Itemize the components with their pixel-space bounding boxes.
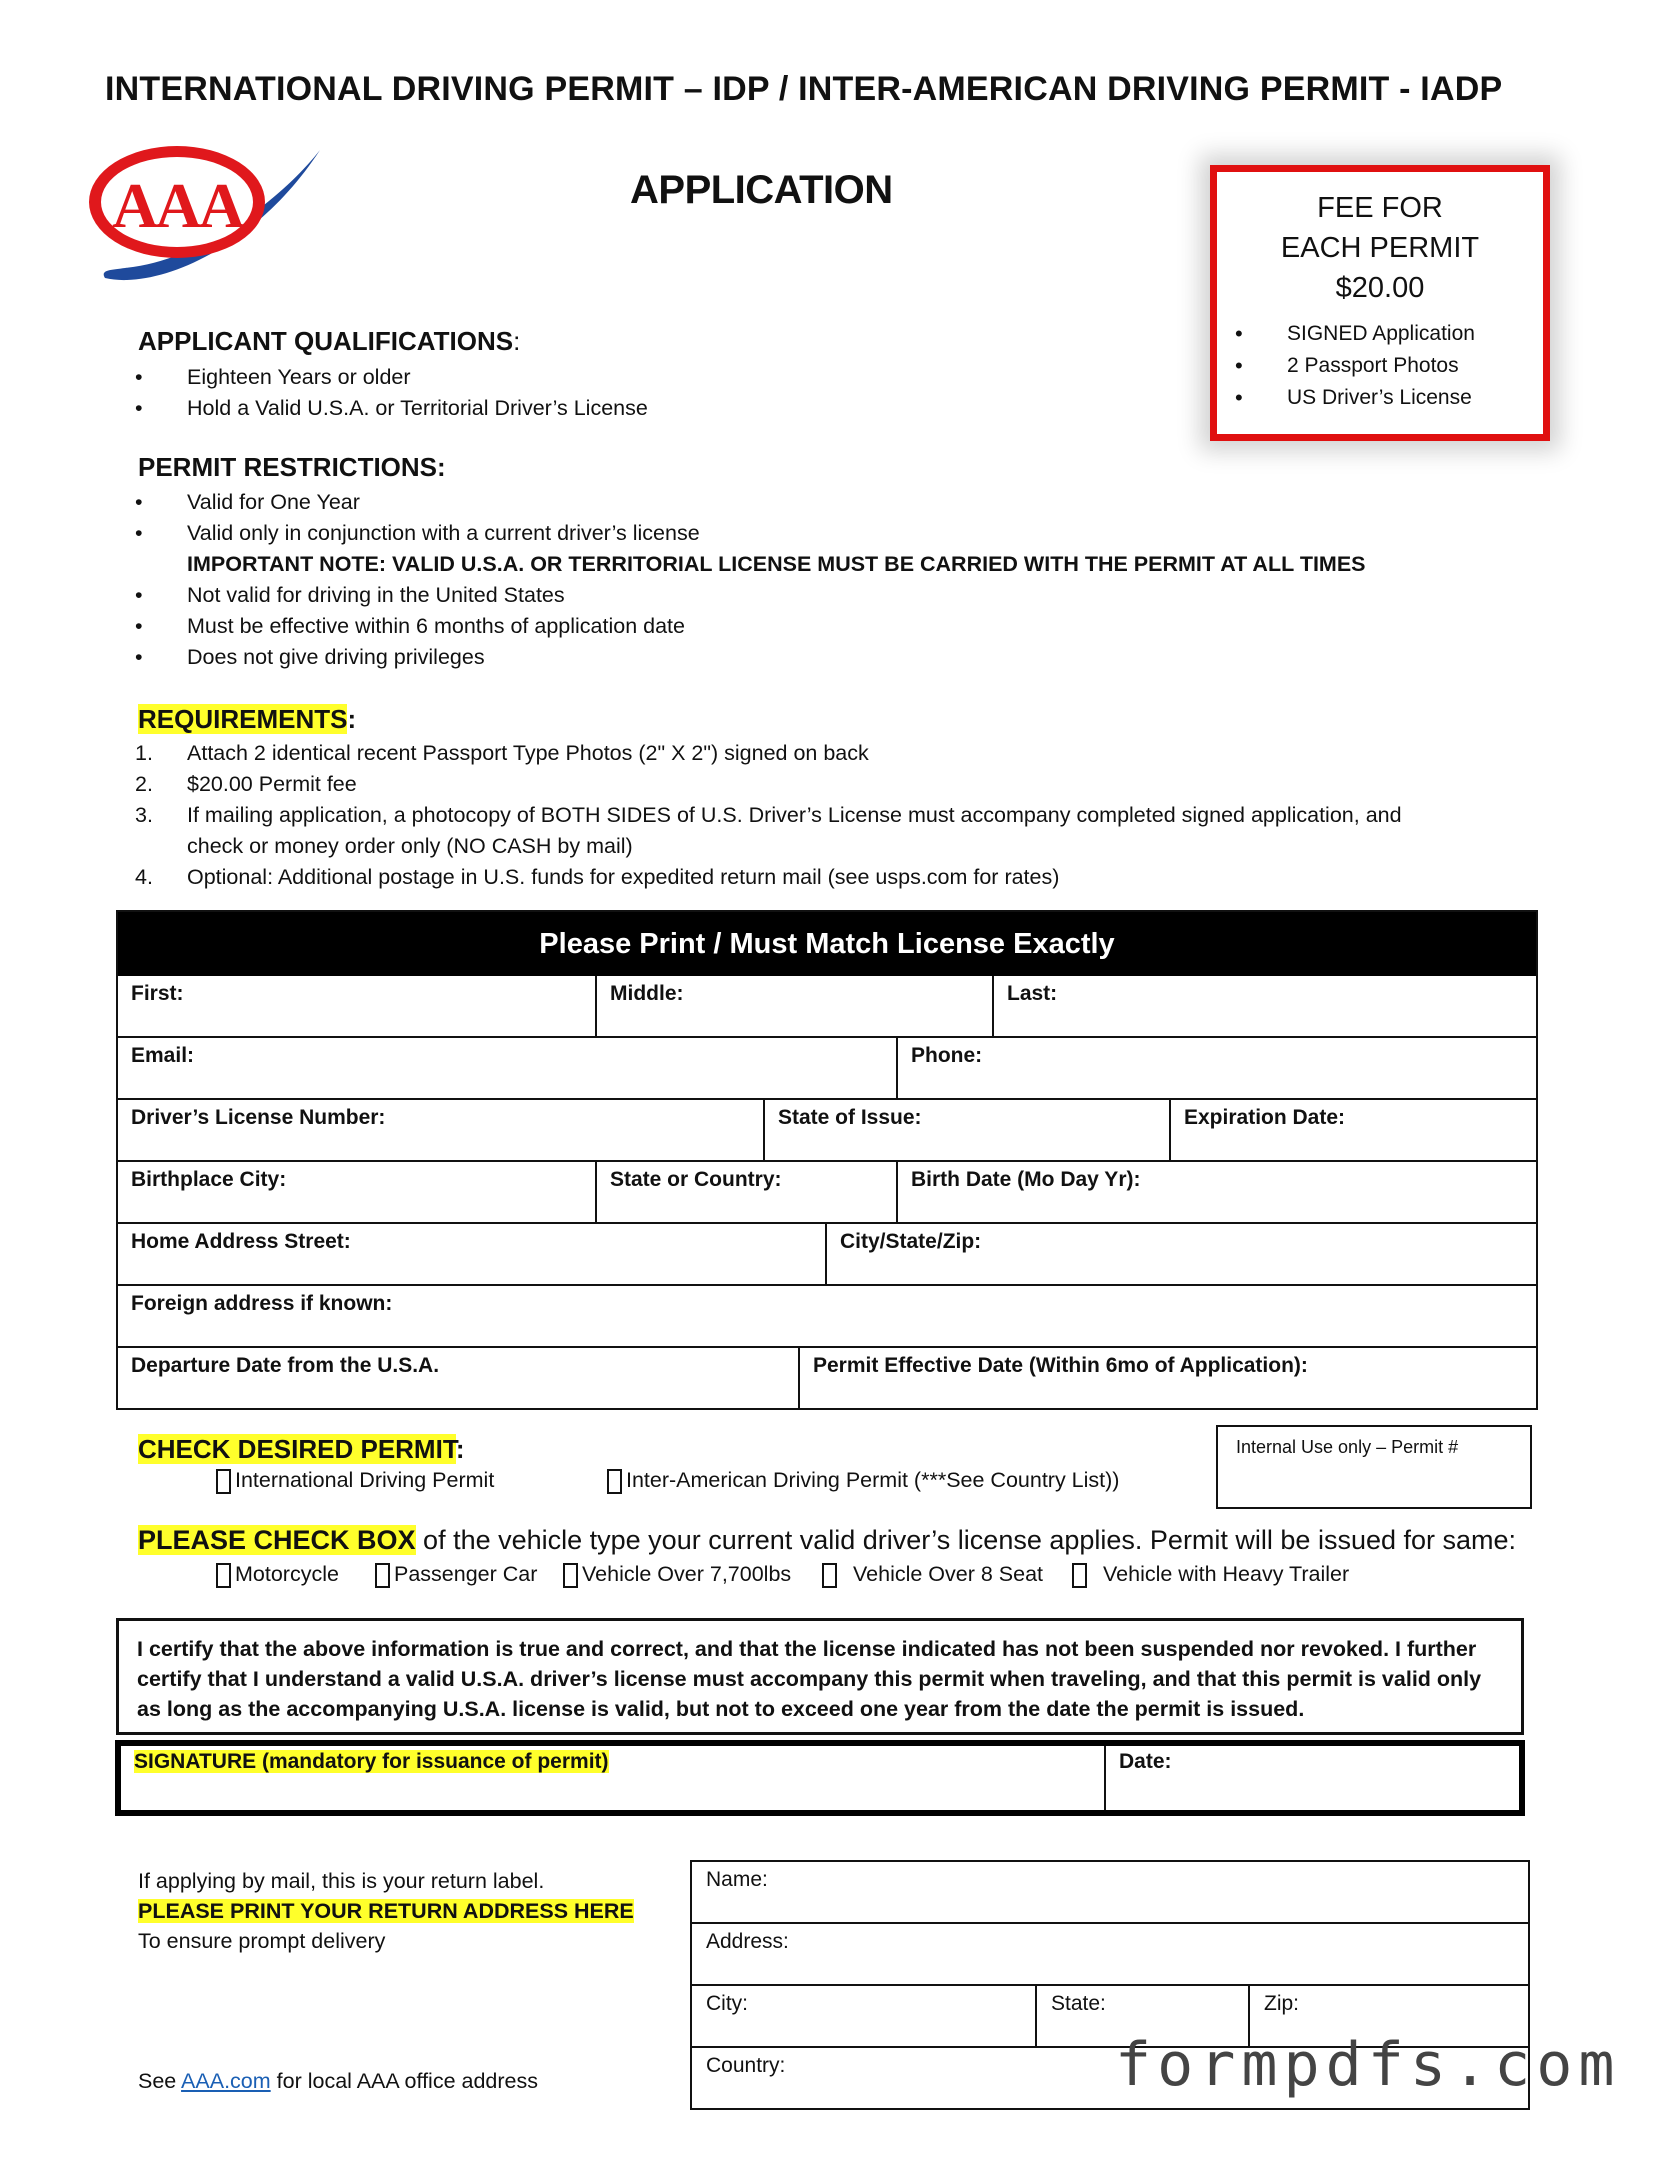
idp-option[interactable]: International Driving Permit (216, 1468, 494, 1494)
fee-amount: $20.00 (1335, 272, 1425, 304)
requirements-list (135, 738, 1402, 893)
vehicle-option-over-7700[interactable]: Vehicle Over 7,700lbs (563, 1562, 791, 1588)
aaa-link[interactable]: AAA.com (181, 2069, 271, 2093)
return-instruction-3: To ensure prompt delivery (138, 1929, 386, 1953)
fee-line-1: FEE FOR (1317, 192, 1443, 224)
return-state-field[interactable]: State: (1035, 1986, 1248, 2046)
signature-date-field[interactable]: Date: (1119, 1750, 1172, 1773)
certification-line: as long as the accompanying U.S.A. license is valid, but not to exceed one year from the date the permit is issued. (137, 1697, 1305, 1721)
list-item: • Does not give driving privileges (135, 645, 485, 669)
expiration-date-field[interactable]: Expiration Date: (1169, 1100, 1536, 1160)
vehicle-option-heavy-trailer[interactable]: Vehicle with Heavy Trailer (1072, 1562, 1349, 1588)
important-note: IMPORTANT NOTE: VALID U.S.A. OR TERRITORIAL LICENSE MUST BE CARRIED WITH THE PERMIT AT ALL TIMES (187, 552, 1366, 576)
fee-item: • 2 Passport Photos (1217, 350, 1543, 382)
list-item: • Must be effective within 6 months of application date (135, 614, 685, 638)
list-item: 2. $20.00 Permit fee (135, 772, 357, 796)
qualifications-heading: APPLICANT QUALIFICATIONS: (138, 326, 521, 356)
vehicle-option-passenger-car[interactable]: Passenger Car (375, 1562, 537, 1588)
list-item: 3. If mailing application, a photocopy of BOTH SIDES of U.S. Driver’s License must accompany completed signed application, and (135, 803, 1402, 827)
certification-box (116, 1618, 1524, 1735)
fee-box (1210, 165, 1550, 441)
svg-text:AAA: AAA (112, 170, 242, 241)
state-of-issue-field[interactable]: State of Issue: (763, 1100, 1169, 1160)
certification-line: I certify that the above information is true and correct, and that the license indicated has not been suspended nor revoked. I further (137, 1637, 1477, 1661)
signature-field[interactable]: SIGNATURE (mandatory for issuance of permit) (121, 1746, 1106, 1810)
list-item: • Valid only in conjunction with a current driver’s license (135, 521, 700, 545)
middle-name-field[interactable]: Middle: (595, 976, 992, 1036)
return-country-field[interactable]: Country: (706, 2054, 786, 2077)
restrictions-heading: PERMIT RESTRICTIONS: (138, 452, 446, 482)
home-street-field[interactable]: Home Address Street: (131, 1230, 351, 1253)
iadp-option[interactable]: Inter-American Driving Permit (***See Country List)) (607, 1468, 1119, 1494)
fee-item: • US Driver’s License (1217, 382, 1543, 414)
requirements-heading: REQUIREMENTS: (138, 704, 357, 734)
checkbox[interactable] (563, 1563, 578, 1588)
last-name-field[interactable]: Last: (992, 976, 1536, 1036)
checkbox[interactable] (822, 1563, 837, 1588)
checkbox[interactable] (216, 1563, 231, 1588)
idp-checkbox[interactable] (216, 1469, 231, 1494)
state-or-country-field[interactable]: State or Country: (595, 1162, 896, 1222)
license-number-field[interactable]: Driver’s License Number: (131, 1106, 386, 1129)
return-instruction-1: If applying by mail, this is your return label. (138, 1869, 545, 1893)
list-item: • Eighteen Years or older (135, 365, 411, 389)
watermark: formpdfs.com (1115, 2030, 1621, 2100)
effective-date-field[interactable]: Permit Effective Date (Within 6mo of Application): (798, 1348, 1536, 1408)
departure-date-field[interactable]: Departure Date from the U.S.A. (131, 1354, 440, 1377)
document-title: INTERNATIONAL DRIVING PERMIT – IDP / INTER-AMERICAN DRIVING PERMIT - IADP (105, 70, 1503, 108)
return-instruction-2: PLEASE PRINT YOUR RETURN ADDRESS HERE (138, 1899, 634, 1923)
form-heading: Please Print / Must Match License Exactly (118, 912, 1536, 976)
certification-line: certify that I understand a valid U.S.A. driver’s license must accompany this permit when traveling, and that this permit is valid only (137, 1667, 1482, 1691)
return-zip-field[interactable]: Zip: (1248, 1986, 1528, 2046)
email-field[interactable]: Email: (131, 1044, 195, 1067)
application-title: APPLICATION (630, 168, 893, 212)
checkbox[interactable] (1072, 1563, 1087, 1588)
phone-field[interactable]: Phone: (896, 1038, 1536, 1098)
fee-item: • SIGNED Application (1217, 318, 1543, 350)
list-item: • Hold a Valid U.S.A. or Territorial Driver’s License (135, 396, 648, 420)
fee-line-2: EACH PERMIT (1280, 232, 1480, 264)
iadp-checkbox[interactable] (607, 1469, 622, 1494)
signature-row (115, 1740, 1525, 1816)
first-name-field[interactable]: First: (131, 982, 184, 1005)
aaa-logo (85, 140, 325, 290)
aaa-office-note: See AAA.com for local AAA office address (138, 2069, 538, 2093)
return-city-field[interactable]: City: (706, 1992, 748, 2015)
permit-choice-heading: CHECK DESIRED PERMIT: (138, 1434, 465, 1464)
list-item: 1. Attach 2 identical recent Passport Type Photos (2" X 2") signed on back (135, 741, 869, 765)
birthplace-city-field[interactable]: Birthplace City: (131, 1168, 287, 1191)
vehicle-option-motorcycle[interactable]: Motorcycle (216, 1562, 339, 1588)
restrictions-list (135, 487, 1366, 673)
list-item: • Valid for One Year (135, 490, 360, 514)
qualifications-list (135, 362, 648, 424)
vehicle-option-over-8-seat[interactable]: Vehicle Over 8 Seat (822, 1562, 1043, 1588)
city-state-zip-field[interactable]: City/State/Zip: (825, 1224, 1536, 1284)
foreign-address-field[interactable]: Foreign address if known: (131, 1292, 393, 1315)
birth-date-field[interactable]: Birth Date (Mo Day Yr): (896, 1162, 1536, 1222)
list-item: • Not valid for driving in the United States (135, 583, 565, 607)
internal-use-box: Internal Use only – Permit # (1216, 1425, 1532, 1509)
list-item-continuation: check or money order only (NO CASH by mail) (187, 834, 633, 858)
applicant-form (116, 910, 1538, 1410)
return-address-field[interactable]: Address: (706, 1930, 789, 1953)
vehicle-heading: PLEASE CHECK BOX of the vehicle type your current valid driver’s license applies. Permit will be issued for same: (138, 1525, 1517, 1555)
return-name-field[interactable]: Name: (706, 1868, 768, 1891)
checkbox[interactable] (375, 1563, 390, 1588)
list-item: 4. Optional: Additional postage in U.S. funds for expedited return mail (see usps.com for rates) (135, 865, 1060, 889)
